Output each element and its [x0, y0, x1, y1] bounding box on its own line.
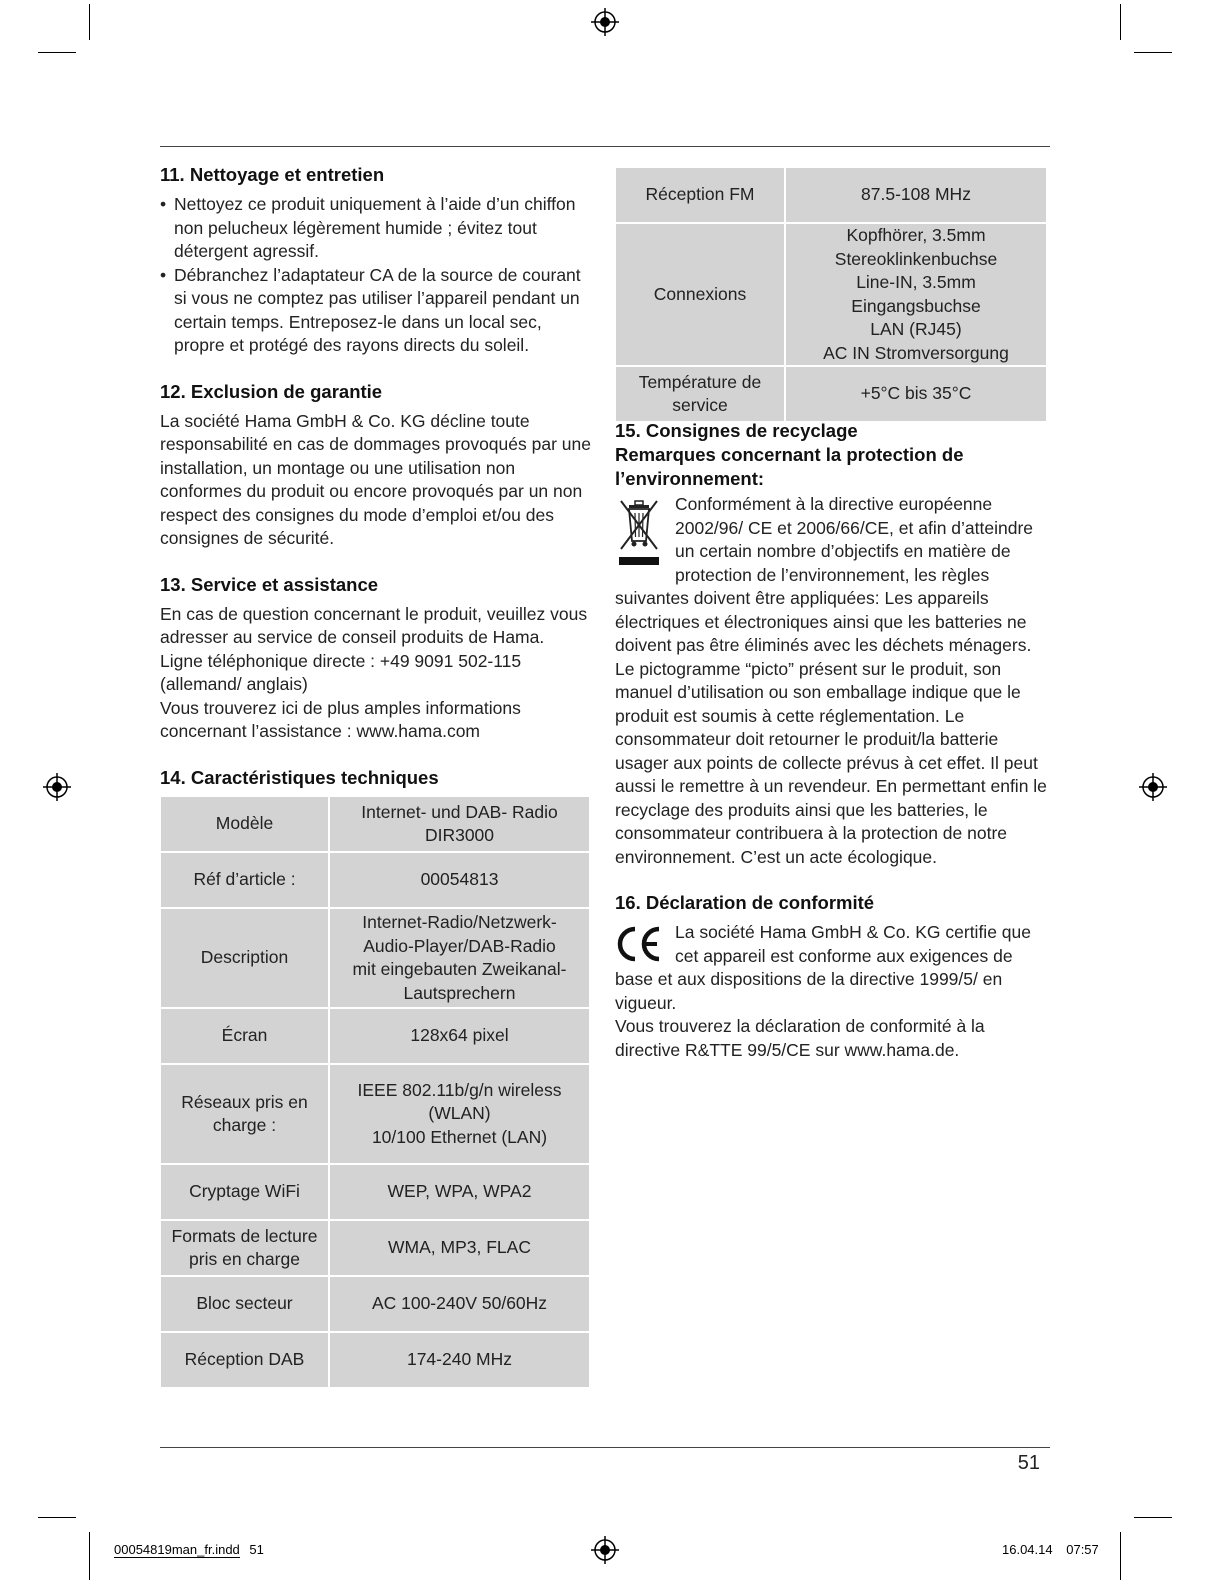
- spec-value: WEP, WPA, WPA2: [329, 1164, 590, 1220]
- section-11-title: 11. Nettoyage et entretien: [160, 164, 385, 185]
- slug-time: 07:57: [1066, 1542, 1099, 1557]
- section-12-title: 12. Exclusion de garantie: [160, 380, 383, 402]
- spec-label: Réception DAB: [160, 1332, 329, 1388]
- table-row: [160, 1332, 590, 1388]
- right-column: [615, 419, 1051, 1062]
- spec-value-line: Line-IN, 3.5mm Eingangsbuchse: [851, 272, 981, 316]
- bullet-item: • Débranchez l’adaptateur CA de la source de courant si vous ne comptez pas utiliser l’appareil pendant un certain temps. Entreposez-le dans un local sec, propre et protégé des rayons directs du soleil.: [160, 264, 594, 358]
- spec-label: Écran: [160, 1008, 329, 1064]
- spec-value-line: Internet- und DAB- Radio: [361, 801, 558, 822]
- left-column: [160, 163, 594, 790]
- spec-value-line: Kopfhörer, 3.5mm: [846, 225, 986, 245]
- spec-label: Formats de lecture pris en charge: [160, 1220, 329, 1276]
- section-13-web: Vous trouverez ici de plus amples informations concernant l’assistance : www.hama.com: [160, 697, 521, 741]
- spec-label: Description: [160, 908, 329, 1008]
- crop-mark: [1134, 52, 1172, 53]
- slug-filename: [114, 1542, 264, 1557]
- table-row: [160, 1064, 590, 1164]
- registration-mark-icon: [43, 773, 71, 801]
- section-15-subtitle: Remarques concernant la protection de l’environnement:: [615, 444, 964, 489]
- table-row: [160, 1220, 590, 1276]
- spec-label: Cryptage WiFi: [160, 1164, 329, 1220]
- spec-value: +5°C bis 35°C: [785, 366, 1047, 422]
- crop-mark: [38, 52, 76, 53]
- spec-label: Bloc secteur: [160, 1276, 329, 1332]
- ce-mark-icon: [615, 925, 663, 963]
- spec-table-left: [159, 795, 591, 1389]
- slug-file: 00054819man_fr.indd: [114, 1542, 240, 1557]
- table-row: [160, 1276, 590, 1332]
- section-13-phone: Ligne téléphonique directe : +49 9091 502-115 (allemand/ anglais): [160, 650, 522, 694]
- crossed-out-wheelie-bin-icon: [615, 497, 663, 567]
- registration-mark-icon: [591, 8, 619, 36]
- registration-mark-icon: [591, 1536, 619, 1564]
- table-row: [160, 796, 590, 852]
- spec-label: Réception FM: [615, 167, 785, 223]
- table-row: [615, 167, 1047, 223]
- slug-timestamp: [1002, 1542, 1099, 1557]
- spec-value-line: Internet-Radio/Netzwerk-: [362, 912, 557, 932]
- spec-value: [329, 796, 590, 852]
- spec-value-line: IEEE 802.11b/g/n wireless: [357, 1079, 562, 1100]
- section-13-text: En cas de question concernant le produit, veuillez vous adresser au service de conseil produits de Hama.: [160, 603, 588, 647]
- spec-value-line: mit eingebauten Zweikanal-: [352, 959, 567, 979]
- spec-value-line: AC IN Stromversorgung: [823, 342, 1009, 363]
- spec-value: [329, 1064, 590, 1164]
- spec-table-right: [614, 166, 1048, 423]
- registration-mark-icon: [1139, 773, 1167, 801]
- spec-value-line: Lautsprechern: [403, 982, 516, 1003]
- spec-label: Réf d’article :: [160, 852, 329, 908]
- page-number: 51: [1017, 1452, 1040, 1474]
- section-16-text: La société Hama GmbH & Co. KG certifie que cet appareil est conforme aux exigences de base et aux dispositions de la directive 1999/5/ en vigueur.: [615, 922, 1031, 1013]
- slug-date: 16.04.14: [1002, 1542, 1053, 1557]
- spec-value: [329, 908, 590, 1008]
- spec-label: Modèle: [160, 796, 329, 852]
- section-15-title: 15. Consignes de recyclage: [615, 420, 858, 441]
- table-row: [615, 366, 1047, 422]
- header-rule: [160, 146, 1050, 147]
- spec-value-line: 10/100 Ethernet (LAN): [371, 1126, 548, 1147]
- spec-label: Connexions: [615, 223, 785, 366]
- spec-value: 128x64 pixel: [329, 1008, 590, 1064]
- section-12-text: La société Hama GmbH & Co. KG décline toute responsabilité en cas de dommages provoqués par une installation, un montage ou une utilisation non conformes du produit ou encore provoqués par un non respect des consignes du mode d’emploi et/ou des consignes de sécurité.: [160, 410, 591, 548]
- spec-value-line: DIR3000: [424, 825, 495, 845]
- crop-mark: [1120, 1532, 1121, 1580]
- slug-page: 51: [249, 1542, 264, 1557]
- bullet-item: • Nettoyez ce produit uniquement à l’aide d’un chiffon non pelucheux légèrement humide ; évitez tout détergent agressif.: [160, 193, 594, 264]
- table-row: [160, 852, 590, 908]
- footer-rule: [160, 1447, 1050, 1448]
- table-row: [160, 1008, 590, 1064]
- spec-value: [785, 223, 1047, 366]
- section-13-title: 13. Service et assistance: [160, 573, 379, 595]
- spec-value-line: Audio-Player/DAB-Radio: [363, 935, 556, 956]
- spec-value-line: Stereoklinkenbuchse: [834, 248, 998, 269]
- section-14-title: 14. Caractéristiques techniques: [160, 766, 439, 788]
- section-11-bullets: [160, 193, 594, 358]
- table-row: [160, 908, 590, 1008]
- section-15-body: [615, 493, 1051, 869]
- section-16-body: [615, 921, 1051, 1015]
- section-16-reference: Vous trouverez la déclaration de conformité à la directive R&TTE 99/5/CE sur www.hama.de.: [615, 1016, 985, 1060]
- spec-label: Réseaux pris en charge :: [160, 1064, 329, 1164]
- crop-mark: [89, 1532, 90, 1580]
- spec-value: 87.5-108 MHz: [785, 167, 1047, 223]
- spec-label: Température de service: [615, 366, 785, 422]
- spec-value-line: (WLAN): [428, 1103, 491, 1124]
- crop-mark: [38, 1517, 76, 1518]
- section-15-text: Conformément à la directive européenne 2002/96/ CE et 2006/66/CE, et afin d’atteindre un certain nombre d’objectifs en matière de protection de l’environnement, les règles suivantes doivent être appliquées: Les appareils électriques et électroniques ainsi que les batteries ne doivent pas être éliminés avec les déchets ménagers. Le pictogramme “picto” présent sur le produit, son manuel d’utilisation ou son emballage indique que le produit est soumis à cette réglementation. Le consommateur doit retourner le produit/la batterie usager aux points de collecte prévus à cet effet. Il peut aussi le remettre à un revendeur. En permettant enfin le recyclage des produits ainsi que les batteries, le consommateur contribuera à la protection de notre environnement. C’est un acte écologique.: [615, 494, 1047, 867]
- spec-value: 00054813: [329, 852, 590, 908]
- table-row: [615, 223, 1047, 366]
- spec-value: AC 100-240V 50/60Hz: [329, 1276, 590, 1332]
- crop-mark: [1134, 1517, 1172, 1518]
- spec-value-line: LAN (RJ45): [870, 319, 962, 339]
- section-16-title: 16. Déclaration de conformité: [615, 892, 875, 913]
- spec-value: WMA, MP3, FLAC: [329, 1220, 590, 1276]
- spec-value: 174-240 MHz: [329, 1332, 590, 1388]
- table-row: [160, 1164, 590, 1220]
- crop-mark: [89, 4, 90, 40]
- crop-mark: [1120, 4, 1121, 40]
